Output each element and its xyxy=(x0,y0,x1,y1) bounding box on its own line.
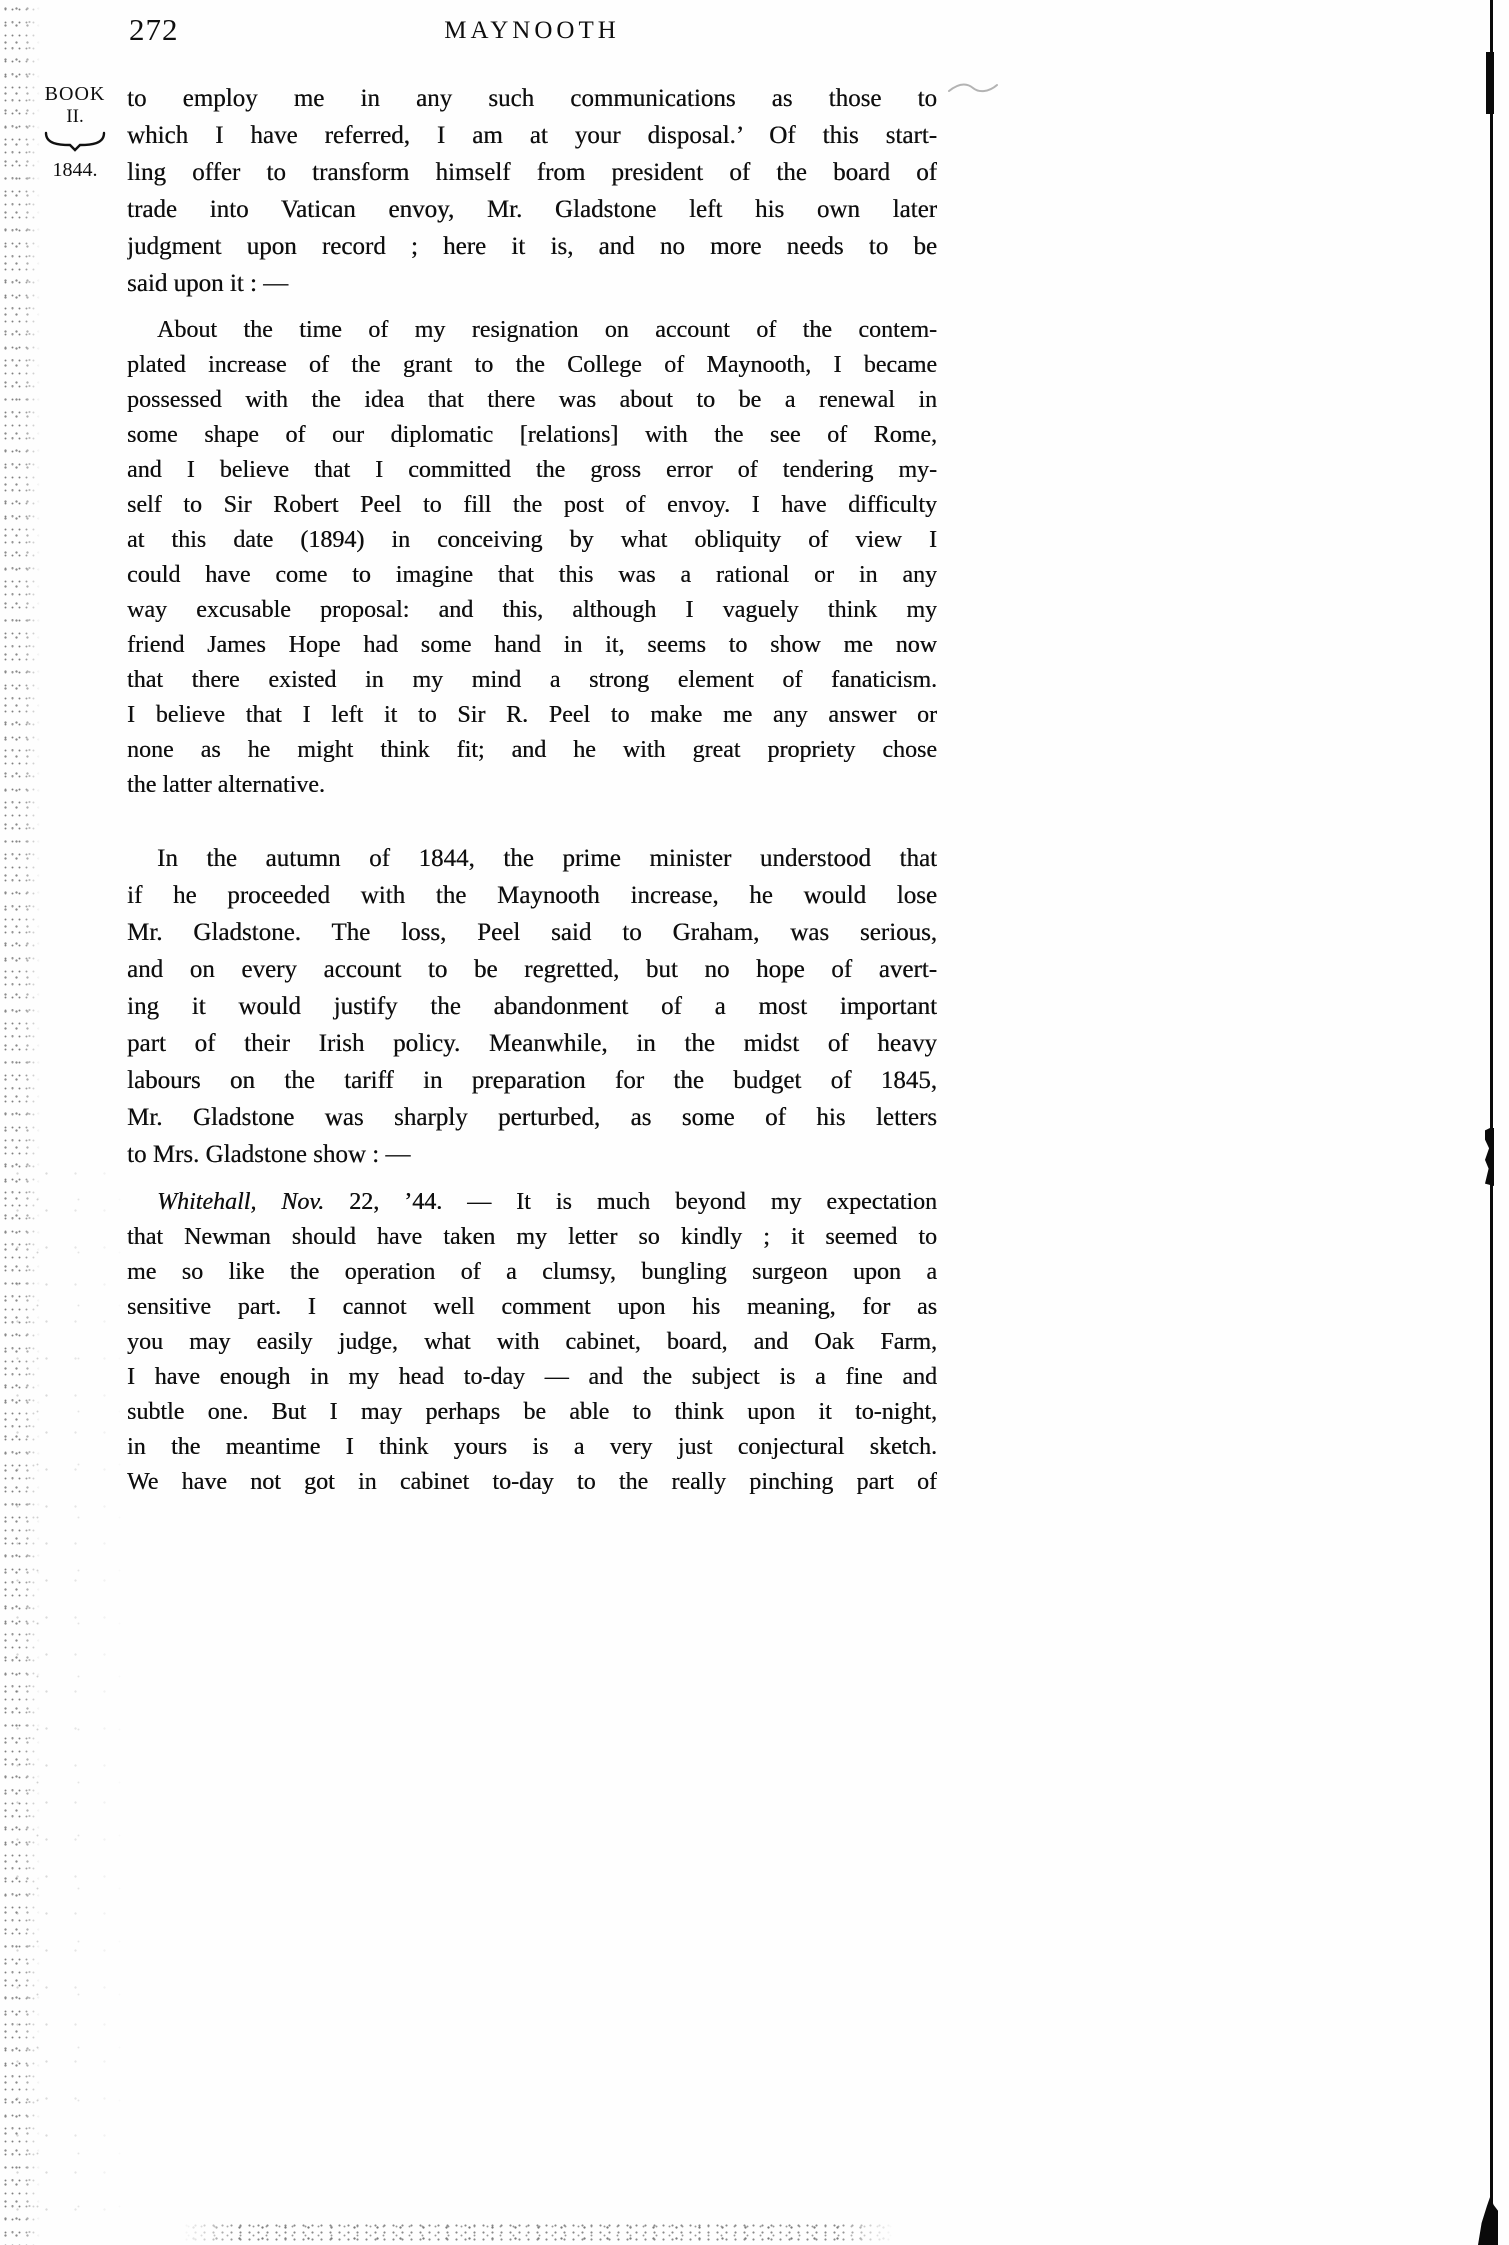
text-line: said upon it : — xyxy=(127,270,289,297)
text-line: that there existed in my mind a strong element of fanaticism. xyxy=(127,667,937,693)
text-line: About the time of my resignation on account of the contem- xyxy=(157,317,937,343)
text-line: I believe that I left it to Sir R. Peel to make me any answer or xyxy=(127,702,937,728)
text-line: ing it would justify the abandonment of a most important xyxy=(127,993,937,1020)
margin-note xyxy=(26,82,124,182)
text-line: me so like the operation of a clumsy, bungling surgeon upon a xyxy=(127,1259,937,1285)
text-line: ling offer to transform himself from president of the board of xyxy=(127,159,937,186)
scan-right-edge-blob xyxy=(1478,2196,1498,2245)
text-line: Mr. Gladstone. The loss, Peel said to Graham, was serious, xyxy=(127,919,937,946)
text-line: part of their Irish policy. Meanwhile, in the midst of heavy xyxy=(127,1030,937,1057)
margin-year: 1844. xyxy=(52,159,98,181)
scan-bottom-smudge xyxy=(182,2222,894,2242)
margin-book-number: II. xyxy=(66,106,84,127)
text-column xyxy=(127,80,937,1500)
text-line: I have enough in my head to-day — and the subject is a fine and xyxy=(127,1364,937,1390)
text-line: could have come to imagine that this was a rational or in any xyxy=(127,562,937,588)
text-line: way excusable proposal: and this, although I vaguely think my xyxy=(127,597,937,623)
text-line: friend James Hope had some hand in it, seems to show me now xyxy=(127,632,937,658)
text-line: at this date (1894) in conceiving by what obliquity of view I xyxy=(127,527,937,553)
running-head: MAYNOOTH xyxy=(444,17,620,44)
pencil-squiggle-mark xyxy=(947,80,999,101)
text-line: labours on the tariff in preparation for the budget of 1845, xyxy=(127,1067,937,1094)
text-line: and I believe that I committed the gross error of tendering my- xyxy=(127,457,937,483)
text-line: subtle one. But I may perhaps be able to think upon it to-night, xyxy=(127,1399,937,1425)
italic-dateline: Whitehall, Nov. xyxy=(157,1189,325,1215)
paragraph-quote xyxy=(127,313,937,803)
text-line: that Newman should have taken my letter so kindly ; it seemed to xyxy=(127,1224,937,1250)
text-line: possessed with the idea that there was about to be a renewal in xyxy=(127,387,937,413)
text-line: We have not got in cabinet to-day to the really pinching part of xyxy=(127,1469,937,1495)
scan-left-speckle xyxy=(0,1150,130,2245)
page-number: 272 xyxy=(129,12,179,47)
text-line: plated increase of the grant to the College of Maynooth, I became xyxy=(127,352,937,378)
text-line: Whitehall, Nov. 22, ’44. — It is much beyond my expectation xyxy=(157,1189,937,1215)
paragraph xyxy=(127,80,937,302)
scan-right-edge-line xyxy=(1490,0,1493,2245)
text-line: some shape of our diplomatic [relations] with the see of Rome, xyxy=(127,422,937,448)
text-line: sensitive part. I cannot well comment upon his meaning, for as xyxy=(127,1294,937,1320)
text-line: judgment upon record ; here it is, and no more needs to be xyxy=(127,233,937,260)
paragraph xyxy=(127,840,937,1173)
text-line: Mr. Gladstone was sharply perturbed, as some of his letters xyxy=(127,1104,937,1131)
text-line: none as he might think fit; and he with great propriety chose xyxy=(127,737,937,763)
text-line: the latter alternative. xyxy=(127,772,325,798)
text-line: trade into Vatican envoy, Mr. Gladstone left his own later xyxy=(127,196,937,223)
margin-brace-icon xyxy=(42,130,108,152)
text-line: and on every account to be regretted, but no hope of avert- xyxy=(127,956,937,983)
text-line: if he proceeded with the Maynooth increase, he would lose xyxy=(127,882,937,909)
text-line: to employ me in any such communications as those to xyxy=(127,85,937,112)
text-line: which I have referred, I am at your disposal.’ Of this start- xyxy=(127,122,937,149)
text-line: In the autumn of 1844, the prime minister understood that xyxy=(157,845,937,872)
page-header xyxy=(127,12,937,58)
pencil-squiggle-icon xyxy=(947,80,999,96)
text-line: to Mrs. Gladstone show : — xyxy=(127,1141,411,1168)
text-line: self to Sir Robert Peel to fill the post of envoy. I have difficulty xyxy=(127,492,937,518)
paragraph-quote xyxy=(127,1185,937,1500)
text-line: you may easily judge, what with cabinet, board, and Oak Farm, xyxy=(127,1329,937,1355)
scan-right-edge-mark xyxy=(1486,52,1494,114)
scan-right-edge-mark xyxy=(1485,1128,1494,1186)
margin-book-label: BOOK xyxy=(44,83,106,105)
text-line: in the meantime I think yours is a very just conjectural sketch. xyxy=(127,1434,937,1460)
